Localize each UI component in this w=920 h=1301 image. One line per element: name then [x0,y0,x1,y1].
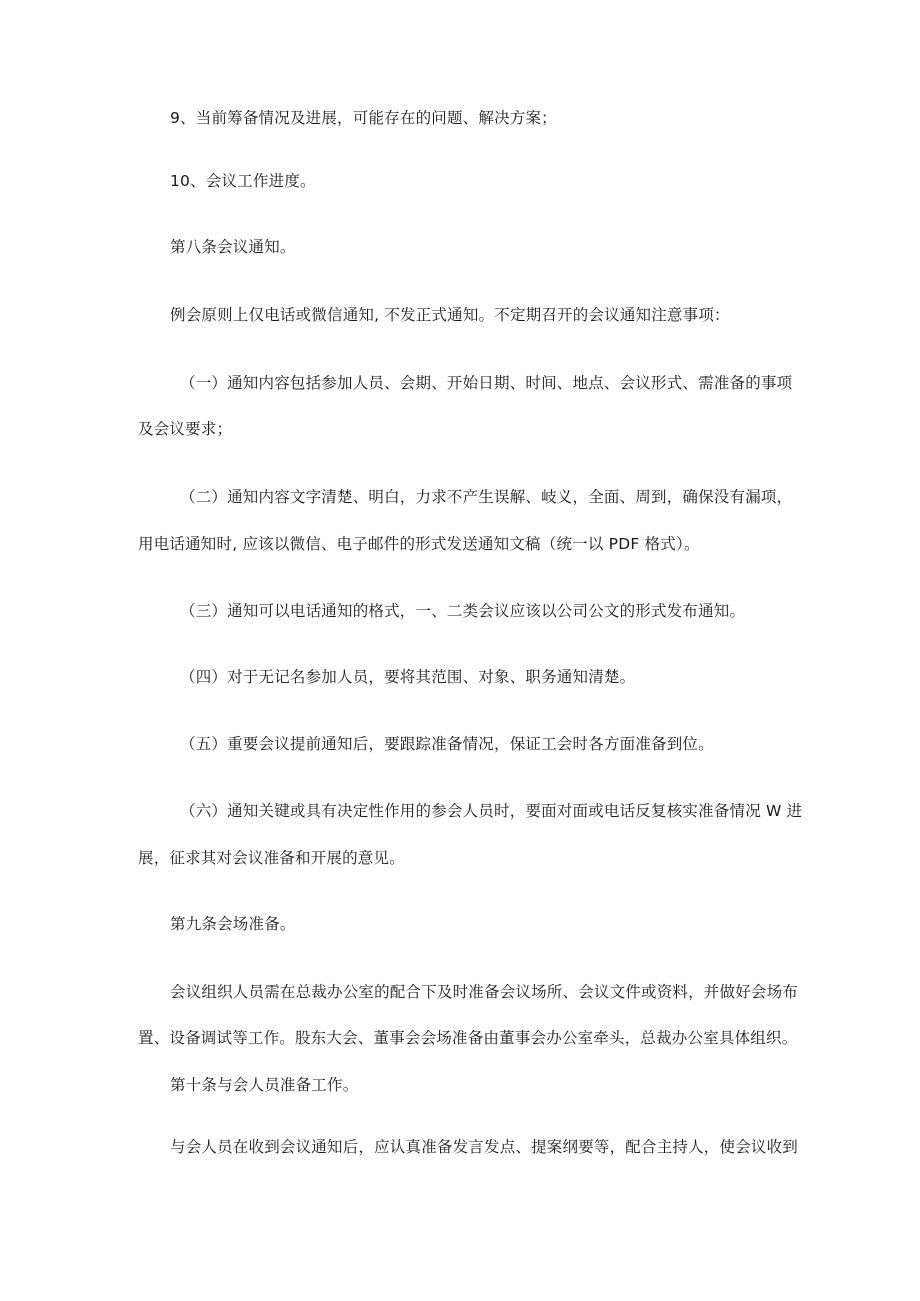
paragraph-regular-meeting: 例会原则上仅电话或微信通知, 不发正式通知。不定期召开的会议通知注意事项： [170,306,730,324]
venue-paragraph-line-2: 置、设备调试等工作。股东大会、董事会会场准备由董事会办公室牵头，总裁办公室具体组织。 [138,1029,798,1047]
list-item-10: 10、会议工作进度。 [170,172,316,190]
attendee-paragraph-line-1: 与会人员在收到会议通知后，应认真准备发言发点、提案纲要等，配合主持人，使会议收到 [170,1138,799,1156]
notice-item-1-line-2: 及会议要求； [138,420,233,438]
article-8-heading: 第八条会议通知。 [170,238,296,256]
list-item-9: 9、当前筹备情况及进展，可能存在的问题、解决方案； [170,109,557,127]
notice-item-2-line-1: （二）通知内容文字清楚、明白，力求不产生误解、岐义，全面、周到，确保没有漏项， [180,488,793,506]
venue-paragraph-line-1: 会议组织人员需在总裁办公室的配合下及时准备会议场所、会议文件或资料，并做好会场布 [170,983,799,1001]
notice-item-6-line-1: （六）通知关键或具有决定性作用的参会人员时，要面对面或电话反复核实准备情况 W 进 [180,802,803,820]
notice-item-2-line-2: 用电话通知时, 应该以微信、电子邮件的形式发送通知文稿（统一以 PDF 格式）。 [138,535,700,553]
article-9-heading: 第九条会场准备。 [170,915,296,933]
notice-item-1-line-1: （一）通知内容包括参加人员、会期、开始日期、时间、地点、会议形式、需准备的事项 [180,374,793,392]
notice-item-3: （三）通知可以电话通知的格式，一、二类会议应该以公司公文的形式发布通知。 [180,602,746,620]
notice-item-6-line-2: 展，征求其对会议准备和开展的意见。 [138,849,405,867]
article-10-heading: 第十条与会人员准备工作。 [170,1076,359,1094]
notice-item-5: （五）重要会议提前通知后，要跟踪准备情况，保证工会时各方面准备到位。 [180,735,714,753]
notice-item-4: （四）对于无记名参加人员，要将其范围、对象、职务通知清楚。 [180,668,636,686]
